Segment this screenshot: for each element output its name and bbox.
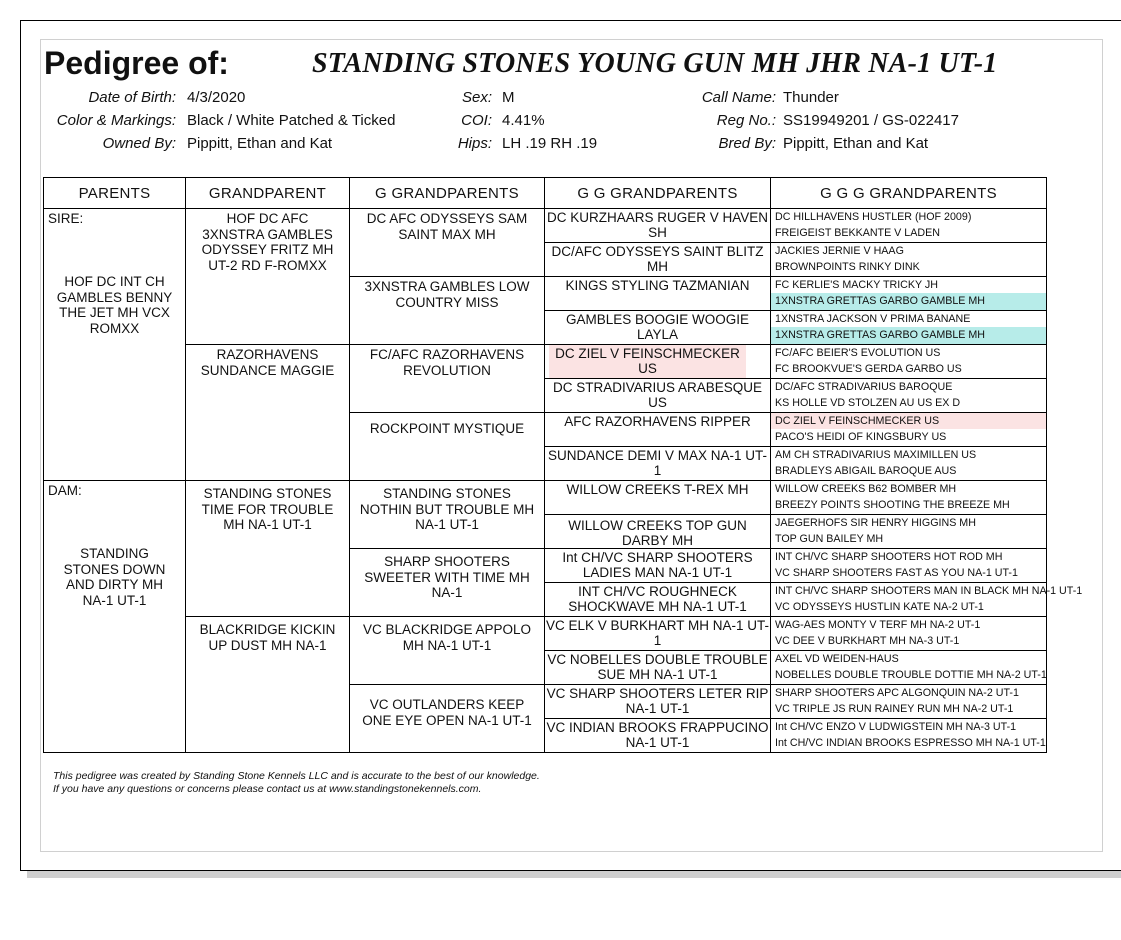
dam-label: DAM: xyxy=(48,483,82,498)
footer-line-1: This pedigree was created by Standing Stone Kennels LLC and is accurate to the best of our knowledge. xyxy=(53,770,540,782)
g-grandparent-cell: VC BLACKRIDGE APPOLO MH NA-1 UT-1 xyxy=(350,617,545,685)
ggg-grandparent-sire: FC/AFC BEIER'S EVOLUTION US xyxy=(775,347,941,359)
grandparent-cell: RAZORHAVENS SUNDANCE MAGGIE xyxy=(186,345,350,481)
sex-value: M xyxy=(502,89,515,106)
hips-value: LH .19 RH .19 xyxy=(502,135,598,152)
ggg-grandparent-sire: DC HILLHAVENS HUSTLER (HOF 2009) xyxy=(775,211,972,223)
gg-grandparent-cell: WILLOW CREEKS TOP GUN DARBY MH xyxy=(568,518,747,548)
gg-grandparent-cell: AFC RAZORHAVENS RIPPER xyxy=(564,414,751,429)
ggg-grandparent-dam-highlighted: 1XNSTRA GRETTAS GARBO GAMBLE MH xyxy=(771,327,1046,344)
ggg-grandparent-sire: JACKIES JERNIE V HAAG xyxy=(775,245,904,257)
column-header-gg-grandparents: G G GRANDPARENTS xyxy=(545,178,771,209)
ggg-grandparent-sire: Int CH/VC ENZO V LUDWIGSTEIN MH NA-3 UT-1 xyxy=(775,721,1017,733)
bred-by-label: Bred By: xyxy=(718,135,776,152)
ggg-grandparent-dam: FREIGEIST BEKKANTE V LADEN xyxy=(775,227,940,239)
ggg-grandparent-sire-highlighted: DC ZIEL V FEINSCHMECKER US xyxy=(771,413,1046,429)
ggg-grandparent-dam: VC SHARP SHOOTERS FAST AS YOU NA-1 UT-1 xyxy=(775,567,1018,579)
ggg-grandparent-dam: BROWNPOINTS RINKY DINK xyxy=(775,261,920,273)
g-grandparent-cell: FC/AFC RAZORHAVENS REVOLUTION xyxy=(350,345,545,413)
ggg-grandparent-dam: TOP GUN BAILEY MH xyxy=(775,533,884,545)
sire-name: HOF DC INT CH GAMBLES BENNY THE JET MH VCX ROMXX xyxy=(56,274,173,336)
reg-no-value: SS19949201 / GS-022417 xyxy=(783,112,959,129)
coi-label: COI: xyxy=(461,112,492,129)
ggg-grandparent-dam: VC DEE V BURKHART MH NA-3 UT-1 xyxy=(775,635,960,647)
dam-cell xyxy=(44,481,186,753)
ggg-grandparent-sire: AXEL VD WEIDEN-HAUS xyxy=(775,653,899,665)
owned-value: Pippitt, Ethan and Kat xyxy=(187,135,333,152)
gg-grandparent-cell: VC SHARP SHOOTERS LETER RIP NA-1 UT-1 xyxy=(546,686,769,716)
coi-value: 4.41% xyxy=(502,112,545,129)
ggg-grandparent-dam: KS HOLLE VD STOLZEN AU US EX D xyxy=(775,397,961,409)
gg-grandparent-cell: Int CH/VC SHARP SHOOTERS LADIES MAN NA-1 UT-1 xyxy=(562,550,753,580)
reg-no-label: Reg No.: xyxy=(716,112,776,129)
grandparent-cell: HOF DC AFC 3XNSTRA GAMBLES ODYSSEY FRITZ MH UT-2 RD F-ROMXX xyxy=(186,209,350,345)
g-grandparent-cell: 3XNSTRA GAMBLES LOW COUNTRY MISS xyxy=(350,277,545,345)
gg-grandparent-cell: DC STRADIVARIUS ARABESQUE US xyxy=(552,380,763,410)
ggg-grandparent-sire: FC KERLIE'S MACKY TRICKY JH xyxy=(775,279,938,291)
gg-grandparent-cell: VC NOBELLES DOUBLE TROUBLE SUE MH NA-1 UT-1 xyxy=(547,652,768,682)
ggg-grandparent-sire: INT CH/VC SHARP SHOOTERS HOT ROD MH xyxy=(775,551,1003,563)
column-header-parents: PARENTS xyxy=(44,178,186,209)
call-name-label: Call Name: xyxy=(701,89,776,106)
ggg-grandparent-dam: BRADLEYS ABIGAIL BAROQUE AUS xyxy=(775,465,957,477)
dam-name: STANDING STONES DOWN AND DIRTY MH NA-1 UT-1 xyxy=(63,546,166,608)
column-header-ggg-grandparents: G G G GRANDPARENTS xyxy=(771,178,1047,209)
bred-by-value: Pippitt, Ethan and Kat xyxy=(783,135,929,152)
dog-name: STANDING STONES YOUNG GUN MH JHR NA-1 UT-1 xyxy=(312,48,998,79)
dob-label: Date of Birth: xyxy=(88,89,176,106)
sire-label: SIRE: xyxy=(48,211,84,226)
g-grandparent-cell: DC AFC ODYSSEYS SAM SAINT MAX MH xyxy=(350,209,545,277)
ggg-grandparent-dam: Int CH/VC INDIAN BROOKS ESPRESSO MH NA-1 UT-1 xyxy=(775,737,1046,749)
ggg-grandparent-dam: PACO'S HEIDI OF KINGSBURY US xyxy=(775,431,947,443)
column-header-g-grandparents: G GRANDPARENTS xyxy=(350,178,545,209)
gg-grandparent-cell: WILLOW CREEKS T-REX MH xyxy=(566,482,749,497)
g-grandparent-cell: STANDING STONES NOTHIN BUT TROUBLE MH NA-1 UT-1 xyxy=(350,481,545,549)
footer-note xyxy=(53,770,540,795)
gg-grandparent-cell: VC INDIAN BROOKS FRAPPUCINO NA-1 UT-1 xyxy=(546,720,769,750)
color-label: Color & Markings: xyxy=(56,112,176,129)
gg-grandparent-cell: VC ELK V BURKHART MH NA-1 UT-1 xyxy=(545,618,770,648)
ggg-grandparent-dam: VC TRIPLE JS RUN RAINEY RUN MH NA-2 UT-1 xyxy=(775,703,1014,715)
gg-grandparent-cell: DC KURZHAARS RUGER V HAVEN SH xyxy=(546,210,769,240)
color-value: Black / White Patched & Ticked xyxy=(187,112,396,129)
ggg-grandparent-dam: FC BROOKVUE'S GERDA GARBO US xyxy=(775,363,962,375)
ggg-grandparent-dam-highlighted: 1XNSTRA GRETTAS GARBO GAMBLE MH xyxy=(771,293,1046,310)
call-name-value: Thunder xyxy=(783,89,839,106)
ggg-grandparent-sire: DC/AFC STRADIVARIUS BAROQUE xyxy=(775,381,953,393)
sex-label: Sex: xyxy=(461,89,492,106)
ggg-grandparent-sire: AM CH STRADIVARIUS MAXIMILLEN US xyxy=(775,449,977,461)
ggg-grandparent-sire: WAG-AES MONTY V TERF MH NA-2 UT-1 xyxy=(775,619,981,631)
footer-line-2: If you have any questions or concerns please contact us at www.standingstonekennels.com. xyxy=(53,782,482,795)
gg-grandparent-cell-highlighted: DC ZIEL V FEINSCHMECKER US xyxy=(549,345,746,378)
ggg-grandparent-dam: NOBELLES DOUBLE TROUBLE DOTTIE MH NA-2 UT-1 xyxy=(775,669,1047,681)
ggg-grandparent-sire: 1XNSTRA JACKSON V PRIMA BANANE xyxy=(775,313,971,325)
ggg-grandparent-dam: VC ODYSSEYS HUSTLIN KATE NA-2 UT-1 xyxy=(775,601,984,613)
owned-label: Owned By: xyxy=(102,135,176,152)
hips-label: Hips: xyxy=(457,135,492,152)
gg-grandparent-cell: SUNDANCE DEMI V MAX NA-1 UT-1 xyxy=(547,448,768,478)
grandparent-cell: BLACKRIDGE KICKIN UP DUST MH NA-1 xyxy=(186,617,350,753)
ggg-grandparent-sire: JAEGERHOFS SIR HENRY HIGGINS MH xyxy=(775,517,976,529)
ggg-grandparent-sire: WILLOW CREEKS B62 BOMBER MH xyxy=(775,483,957,495)
grandparent-cell: STANDING STONES TIME FOR TROUBLE MH NA-1 UT-1 xyxy=(186,481,350,617)
ggg-grandparent-sire: INT CH/VC SHARP SHOOTERS MAN IN BLACK MH NA-1 UT-1 xyxy=(775,585,1083,597)
page-title-label: Pedigree of: xyxy=(44,45,229,81)
column-header-grandparent: GRANDPARENT xyxy=(186,178,350,209)
g-grandparent-cell: VC OUTLANDERS KEEP ONE EYE OPEN NA-1 UT-1 xyxy=(350,685,545,753)
gg-grandparent-cell: INT CH/VC ROUGHNECK SHOCKWAVE MH NA-1 UT-1 xyxy=(568,584,747,614)
g-grandparent-cell: ROCKPOINT MYSTIQUE xyxy=(350,413,545,481)
gg-grandparent-cell: KINGS STYLING TAZMANIAN xyxy=(565,278,750,293)
g-grandparent-cell: SHARP SHOOTERS SWEETER WITH TIME MH NA-1 xyxy=(350,549,545,617)
dob-value: 4/3/2020 xyxy=(187,89,246,106)
sire-cell xyxy=(44,209,186,481)
ggg-grandparent-dam: BREEZY POINTS SHOOTING THE BREEZE MH xyxy=(775,499,1010,511)
gg-grandparent-cell: GAMBLES BOOGIE WOOGIE LAYLA xyxy=(565,312,750,342)
gg-grandparent-cell: DC/AFC ODYSSEYS SAINT BLITZ MH xyxy=(551,244,764,274)
pedigree-table xyxy=(43,177,1083,753)
ggg-grandparent-sire: SHARP SHOOTERS APC ALGONQUIN NA-2 UT-1 xyxy=(775,687,1019,699)
